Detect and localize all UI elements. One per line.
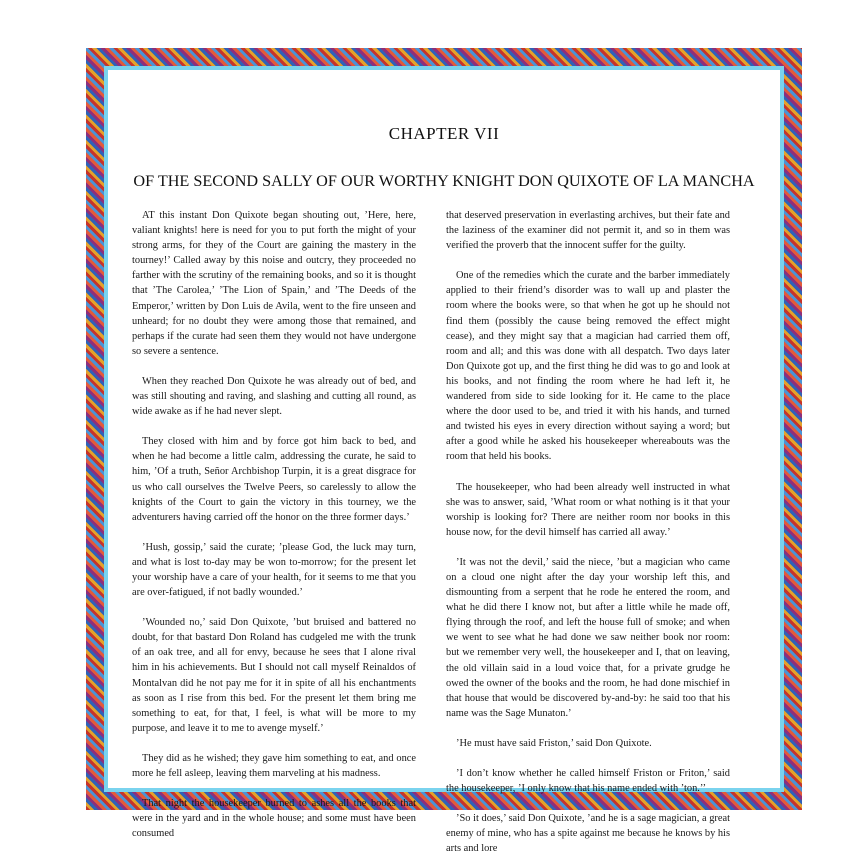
paragraph: ’It was not the devil,’ said the niece, ’but a magician who came on a cloud one night after the day your worship left this, and dismounting from a serpent that he rode he entered the room, and what he did there I know not, but after a little while he made off, flying through the roof, and left the house full of smoke; and when we went to see what he had done we saw neither book nor room: but we remember very well, the housekeeper and I, that on leaving, the old villain said in a loud voice that, for a private grudge he owed the owner of the books and the room, he had done mischief in that house that would be discovered by-and-by: he said too that his name was the Sage Munaton.’ bbox=[446, 556, 730, 719]
text-column-right bbox=[446, 208, 730, 855]
paragraph: They did as he wished; they gave him something to eat, and once more he fell asleep, leaving them marveling at his madness. bbox=[132, 752, 416, 779]
paragraph: ’Wounded no,’ said Don Quixote, ’but bruised and battered no doubt, for that bastard Don Roland has cudgeled me with the trunk of an oak tree, and all for envy, because he sees that I alone rival him in his achievements. But I should not call myself Reinaldos of Montalvan did he not pay me for it in spite of all his enchantments as soon as I rise from this bed. For the present let them bring me something to eat, for that, I feel, is what will be more to my purpose, and leave it to me to avenge myself.’ bbox=[132, 617, 416, 734]
paragraph: The housekeeper, who had been already well instructed in what she was to answer, said, ’What room or what nothing is it that your worship is looking for? There are neither room nor books in this house now, for the devil himself has carried all away.’ bbox=[446, 481, 730, 538]
text-column-left bbox=[132, 208, 416, 840]
paragraph: When they reached Don Quixote he was already out of bed, and was still shouting and raving, and slashing and cutting all round, as wide awake as if he had never slept. bbox=[132, 375, 416, 418]
paragraph: ’Hush, gossip,’ said the curate; ’please God, the luck may turn, and what is lost to-day may be won to-morrow; for the present let your worship have a care of your health, for it seems to me that you are over-fatigued, if not badly wounded.’ bbox=[132, 541, 416, 599]
page-content bbox=[110, 72, 778, 855]
chapter-title: OF THE SECOND SALLY OF OUR WORTHY KNIGHT DON QUIXOTE OF LA MANCHA bbox=[133, 172, 755, 190]
paragraph: ’I don’t know whether he called himself Friston or Friton,’ said the housekeeper, ’I only know that his name ended with ’ton.’’ bbox=[446, 768, 730, 795]
paragraph: One of the remedies which the curate and the barber immediately applied to their friend’s disorder was to wall up and plaster the room where the books were, so that when he got up he should not find them (possibly the cause being removed the effect might cease), and they might say that a magician had carried them off, room and all; and this was done with all despatch. Two days later Don Quixote got up, and the first thing he did was to go and look at his books, and not finding the room where he had left it, he wandered from side to side looking for it. He came to the place where the door used to be, and tried it with his hands, and turned and twisted his eyes in every direction without saying a word; but after a good while he asked his housekeeper whereabouts was the room that held his books. bbox=[446, 270, 730, 463]
paragraph: ’He must have said Friston,’ said Don Quixote. bbox=[456, 737, 652, 749]
chapter-number-heading: CHAPTER VII bbox=[388, 124, 500, 143]
paragraph: They closed with him and by force got him back to bed, and when he had become a little calm, addressing the curate, he said to him, ’Of a truth, Señor Archbishop Turpin, it is a great disgrace for us who call ourselves the Twelve Peers, so carelessly to allow the knights of the Court to gain the victory in this tourney, we the adventurers having carried off the honor on the three former days.’ bbox=[132, 436, 416, 523]
paragraph: ’So it does,’ said Don Quixote, ’and he is a sage magician, a great enemy of mine, who has a spite against me because he knows by his arts and lore bbox=[446, 813, 730, 855]
paragraph: that deserved preservation in everlasting archives, but their fate and the laziness of the examiner did not permit it, and so in them was verified the proverb that the innocent suffer for the guilty. bbox=[446, 210, 730, 252]
paragraph: AT this instant Don Quixote began shouting out, ’Here, here, valiant knights! here is need for you to put forth the might of your strong arms, for they of the Court are gaining the mastery in the tourney!’ Called away by this noise and outcry, they proceeded no farther with the scrutiny of the remaining books, and so it is thought that ’The Carolea,’ ’The Lion of Spain,’ and ’The Deeds of the Emperor,’ written by Don Luis de Avila, went to the fire unseen and unheard; for no doubt they were among those that remained, and perhaps if the curate had seen them they would not have undergone so severe a sentence. bbox=[132, 210, 416, 357]
paragraph: That night the housekeeper burned to ashes all the books that were in the yard and in the whole house; and some must have been consumed bbox=[132, 798, 416, 840]
